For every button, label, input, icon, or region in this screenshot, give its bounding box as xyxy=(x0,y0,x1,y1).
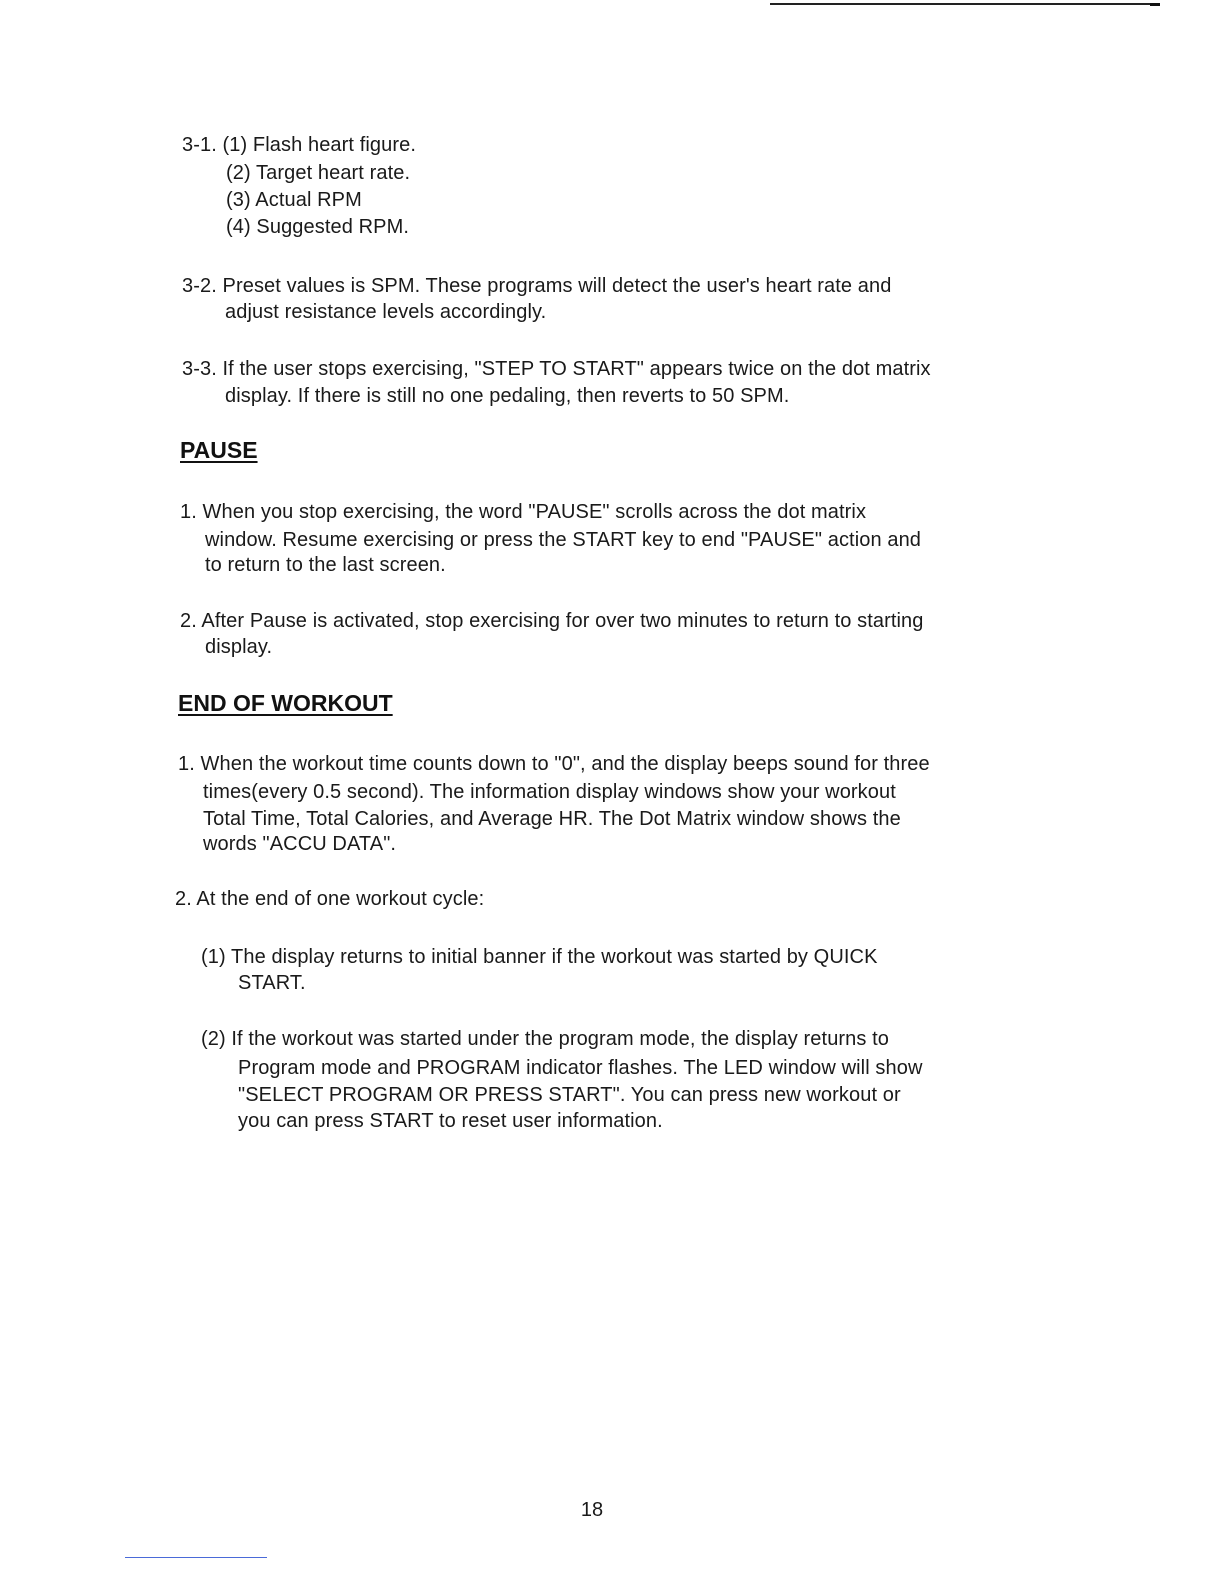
item-3-1-line-2: (2) Target heart rate. xyxy=(226,162,411,184)
item-3-3-line-1: 3-3. If the user stops exercising, "STEP TO START" appears twice on the dot matrix xyxy=(182,358,931,380)
end-item-1-line-1: 1. When the workout time counts down to "0", and the display beeps sound for three xyxy=(178,753,930,775)
end-sub-2-line-1: (2) If the workout was started under the program mode, the display returns to xyxy=(201,1028,890,1050)
pause-item-2-line-2: display. xyxy=(205,636,273,658)
end-of-workout-heading: END OF WORKOUT xyxy=(178,690,393,716)
end-item-1-line-2: times(every 0.5 second). The information display windows show your workout xyxy=(203,781,896,803)
end-item-1-line-4: words "ACCU DATA". xyxy=(203,833,397,855)
pause-item-2-line-1: 2. After Pause is activated, stop exercising for over two minutes to return to starting xyxy=(180,610,924,632)
end-sub-1-line-1: (1) The display returns to initial banner if the workout was started by QUICK xyxy=(201,946,878,968)
page-number: 18 xyxy=(580,1499,604,1521)
pause-item-1-line-1: 1. When you stop exercising, the word "PAUSE" scrolls across the dot matrix xyxy=(180,501,867,523)
pause-item-1-line-2: window. Resume exercising or press the START key to end "PAUSE" action and xyxy=(205,529,922,551)
pause-item-1-line-3: to return to the last screen. xyxy=(205,554,446,576)
end-item-1-line-3: Total Time, Total Calories, and Average HR. The Dot Matrix window shows the xyxy=(203,808,901,830)
item-3-2-line-1: 3-2. Preset values is SPM. These programs will detect the user's heart rate and xyxy=(182,275,892,297)
end-sub-2-line-4: you can press START to reset user information. xyxy=(238,1110,663,1132)
end-sub-2-line-3: "SELECT PROGRAM OR PRESS START". You can press new workout or xyxy=(238,1084,901,1106)
pause-heading: PAUSE xyxy=(180,437,258,463)
end-sub-1-line-2: START. xyxy=(238,972,306,994)
item-3-3-line-2: display. If there is still no one pedaling, then reverts to 50 SPM. xyxy=(225,385,790,407)
item-3-1-line-1: 3-1. (1) Flash heart figure. xyxy=(182,134,417,156)
item-3-1-line-3: (3) Actual RPM xyxy=(226,189,362,211)
item-3-2-line-2: adjust resistance levels accordingly. xyxy=(225,301,547,323)
end-sub-2-line-2: Program mode and PROGRAM indicator flashes. The LED window will show xyxy=(238,1057,923,1079)
end-item-2-line-1: 2. At the end of one workout cycle: xyxy=(175,888,485,910)
item-3-1-line-4: (4) Suggested RPM. xyxy=(226,216,409,238)
bottom-rule xyxy=(125,1557,267,1558)
